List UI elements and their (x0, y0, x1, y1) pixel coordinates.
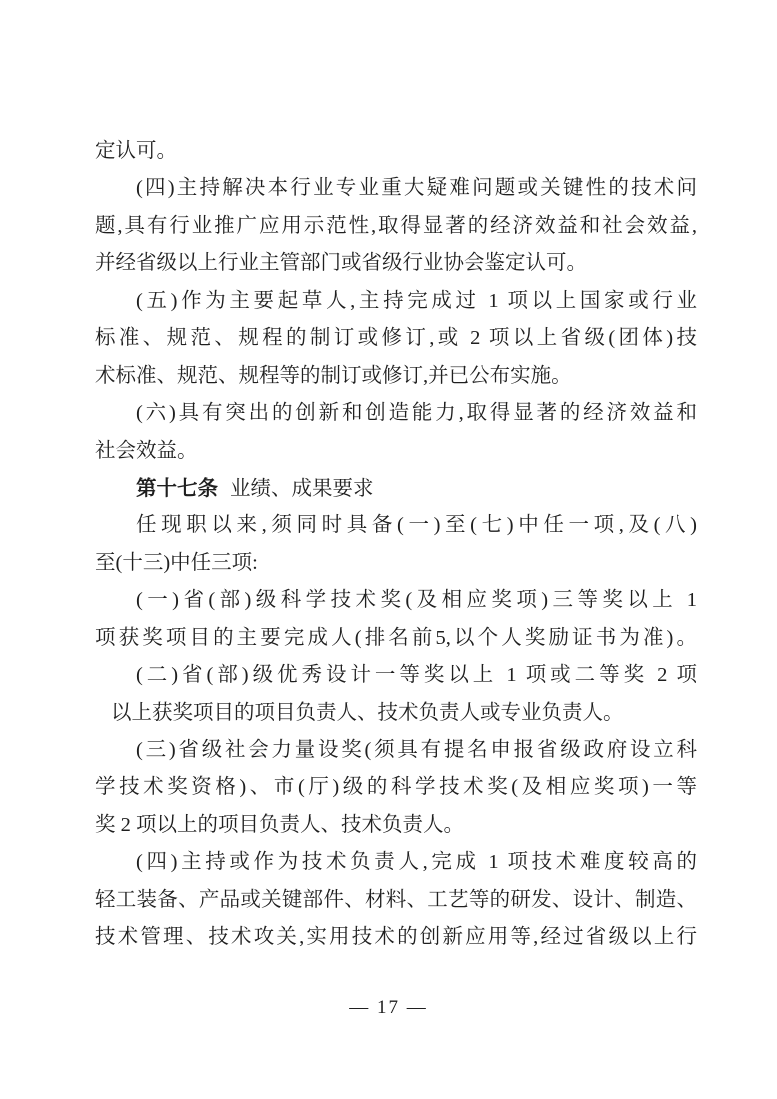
paragraph-line: (二)省(部)级优秀设计一等奖以上 1 项或二等奖 2 项 (136, 664, 697, 687)
paragraph-line: 任现职以来,须同时具备(一)至(七)中任一项,及(八) (136, 514, 697, 537)
paragraph-line: (四)主持或作为技术负责人,完成 1 项技术难度较高的 (136, 851, 697, 874)
article-title: 业绩、成果要求 (230, 477, 374, 500)
paragraph-line: (一)省(部)级科学技术奖(及相应奖项)三等奖以上 1 (136, 589, 697, 612)
paragraph-line: 社会效益。 (95, 439, 198, 462)
article-number: 第十七条 (136, 476, 218, 500)
paragraph-line: 术标准、规范、规程等的制订或修订,并已公布实施。 (95, 364, 572, 387)
paragraph-line: 学技术奖资格)、市(厅)级的科学技术奖(及相应奖项)一等 (95, 776, 697, 799)
paragraph-line: (四)主持解决本行业专业重大疑难问题或关键性的技术问 (136, 177, 697, 200)
paragraph-line: (六)具有突出的创新和创造能力,取得显著的经济效益和 (136, 402, 697, 425)
paragraph-line: (三)省级社会力量设奖(须具有提名申报省级政府设立科 (136, 739, 697, 761)
paragraph-line: 标准、规范、规程的制订或修订,或 2 项以上省级(团体)技 (95, 327, 697, 350)
page-footer (0, 997, 777, 1019)
paragraph-line: (五)作为主要起草人,主持完成过 1 项以上国家或行业 (136, 289, 697, 312)
paragraph-line: 技术管理、技术攻关,实用技术的创新应用等,经过省级以上行 (95, 926, 697, 949)
paragraph-line: 至(十三)中任三项: (95, 551, 258, 574)
paragraph-line: 轻工装备、产品或关键部件、材料、工艺等的研发、设计、制造、 (95, 888, 697, 911)
paragraph-line: 并经省级以上行业主管部门或省级行业协会鉴定认可。 (95, 252, 587, 275)
paragraph-line: 定认可。 (95, 140, 177, 162)
paragraph-line: 奖 2 项以上的项目负责人、技术负责人。 (95, 813, 464, 836)
paragraph-line: 以上获奖项目的项目负责人、技术负责人或专业负责人。 (111, 701, 624, 724)
page-number: — 17 — (349, 997, 428, 1018)
document-body (95, 133, 697, 957)
article-heading (95, 470, 697, 507)
paragraph-line: 项获奖项目的主要完成人(排名前5,以个人奖励证书为准)。 (95, 626, 697, 649)
paragraph-line: 题,具有行业推广应用示范性,取得显著的经济效益和社会效益, (95, 214, 697, 237)
